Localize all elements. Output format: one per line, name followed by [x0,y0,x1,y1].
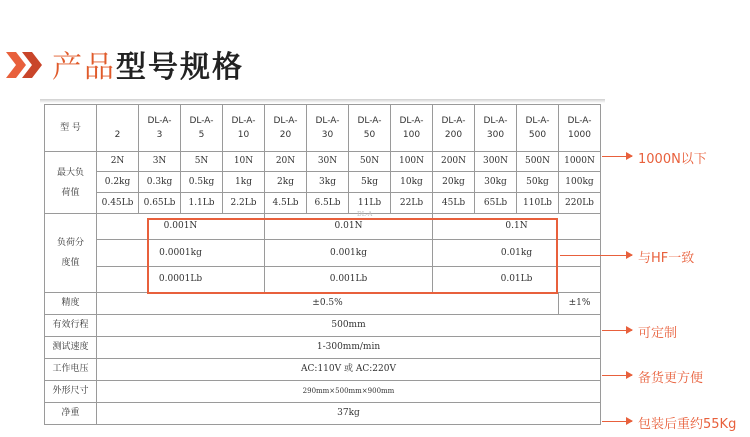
size-row [45,381,601,403]
cell: 6.5Lb [307,193,349,214]
cell: 45Lb [433,193,475,214]
stroke-row [45,315,601,337]
model-cell [349,105,391,152]
annotation-arrow [560,255,632,256]
cell: 10kg [391,172,433,193]
model-prefix: DL-A- [189,115,214,126]
weight-row [45,403,601,425]
model-number: 1000 [568,129,591,140]
cell: 10N [223,152,265,172]
speed-label: 测试速度 [45,337,97,359]
voltage-label: 工作电压 [45,359,97,381]
model-prefix: DL-A- [315,115,340,126]
model-number: 30 [321,129,334,140]
cell: 65Lb [475,193,517,214]
cell: 20N [265,152,307,172]
model-number: 10 [237,129,250,140]
double-chevron-icon [6,50,46,80]
accuracy-row [45,293,601,315]
model-prefix [97,116,138,130]
size-value: 290mm×500mm×900mm [97,381,601,403]
annotation-resolution: 与HF一致 [638,251,695,266]
model-number: 3 [156,129,163,140]
model-cell [559,105,601,152]
cell: 1kg [223,172,265,193]
annotation-voltage: 备货更方便 [638,371,704,386]
model-cell [223,105,265,152]
cell: 0.001kg [265,240,433,267]
model-number: 500 [528,129,547,140]
cell: 5kg [349,172,391,193]
size-label: 外形尺寸 [45,381,97,403]
speed-row [45,337,601,359]
cell: 50N [349,152,391,172]
model-number: 5 [198,129,205,140]
annotation-arrow [602,330,632,331]
cell: 500N [517,152,559,172]
cell: 200N [433,152,475,172]
faint-mark: DL-A [357,211,373,218]
title-banner [0,40,750,90]
cell: 22Lb [391,193,433,214]
model-number: 200 [444,129,463,140]
model-cell [139,105,181,152]
title-divider [40,99,605,103]
cell: 0.5kg [181,172,223,193]
model-number: 300 [486,129,505,140]
cell: 4.5Lb [265,193,307,214]
annotation-max-load: 1000N以下 [638,152,707,167]
cell: 2N [97,152,139,172]
max-load-lb-row [45,193,601,214]
model-cell [433,105,475,152]
accuracy-value: ±0.5% [97,293,559,315]
resolution-highlight-box [147,218,558,294]
cell: 2kg [265,172,307,193]
cell: 5N [181,152,223,172]
cell: 2.2Lb [223,193,265,214]
model-prefix: DL-A- [231,115,256,126]
cell: 50kg [517,172,559,193]
stroke-value: 500mm [97,315,601,337]
model-number: 50 [363,129,376,140]
cell: 3kg [307,172,349,193]
model-prefix: DL-A- [483,115,508,126]
cell: 30kg [475,172,517,193]
model-label: 型 号 [45,105,97,152]
cell: 1000N [559,152,601,172]
max-load-n-row [45,152,601,172]
speed-value: 1-300mm/min [97,337,601,359]
model-prefix: DL-A- [441,115,466,126]
accuracy-label: 精度 [45,293,97,315]
annotation-arrow [602,375,632,376]
model-prefix: DL-A- [357,115,382,126]
cell: 220Lb [559,193,601,214]
model-cell [391,105,433,152]
model-cell [475,105,517,152]
model-cell [97,105,139,152]
model-prefix: DL-A- [567,115,592,126]
model-cell [517,105,559,152]
model-row [45,105,601,152]
cell: 0.001N [97,214,265,240]
annotation-arrow [602,156,632,157]
accuracy-value-last: ±1% [559,293,601,315]
cell: 1.1Lb [181,193,223,214]
cell: 30N [307,152,349,172]
cell: 110Lb [517,193,559,214]
cell: 0.001Lb [265,267,433,293]
model-prefix: DL-A- [273,115,298,126]
model-prefix: DL-A- [147,115,172,126]
cell: 3N [139,152,181,172]
cell: 100N [391,152,433,172]
cell: 100kg [559,172,601,193]
cell: 0.0001kg [97,240,265,267]
title-part-1: 产品 [52,50,116,85]
weight-value: 37kg [97,403,601,425]
resolution-label: 负荷分度值 [45,214,97,293]
voltage-row [45,359,601,381]
stroke-label: 有效行程 [45,315,97,337]
annotation-stroke: 可定制 [638,326,678,341]
cell: 0.01kg [433,240,601,267]
cell: 0.45Lb [97,193,139,214]
model-prefix: DL-A- [399,115,424,126]
model-number: 100 [402,129,421,140]
max-load-label: 最大负荷值 [45,152,97,214]
cell: 0.2kg [97,172,139,193]
model-number: 20 [279,129,292,140]
annotation-weight: 包装后重约55Kg [638,417,737,432]
model-number: 2 [114,129,121,140]
voltage-value: AC:110V 或 AC:220V [97,359,601,381]
cell: 0.0001Lb [97,267,265,293]
cell: 300N [475,152,517,172]
weight-label: 净重 [45,403,97,425]
annotation-arrow [602,421,632,422]
cell: 0.65Lb [139,193,181,214]
model-cell [265,105,307,152]
title-part-2: 型号规格 [116,50,244,85]
page-title [52,42,244,86]
model-prefix: DL-A- [525,115,550,126]
model-cell [181,105,223,152]
max-load-kg-row [45,172,601,193]
cell: 0.01Lb [433,267,601,293]
cell: 0.01N [265,214,433,240]
cell: 11Lb [349,193,391,214]
model-cell [307,105,349,152]
cell: 20kg [433,172,475,193]
cell: 0.3kg [139,172,181,193]
cell: 0.1N [433,214,601,240]
